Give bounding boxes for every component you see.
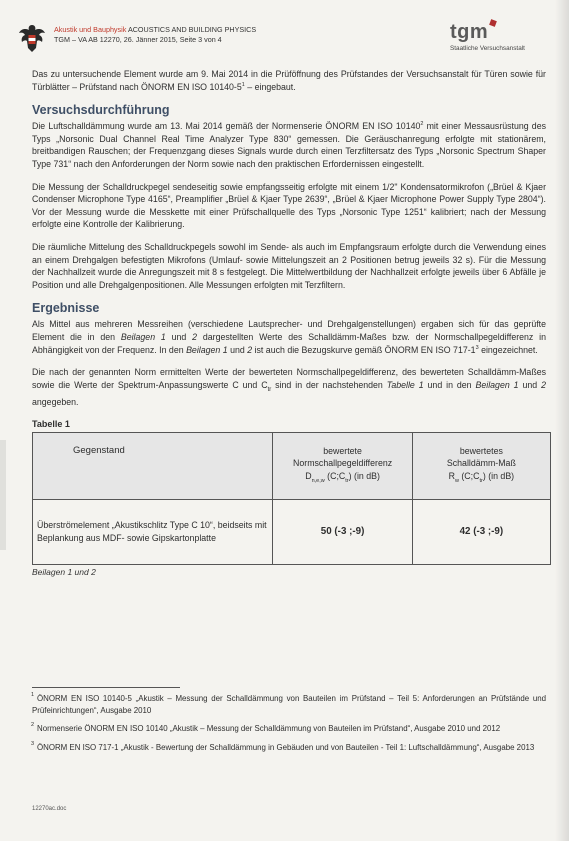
tgm-logo (450, 22, 542, 52)
table-header-dnew (273, 432, 412, 499)
rw-unit-sub: tr (479, 477, 483, 484)
footnote-item (32, 693, 546, 716)
dnew-unit: (C;C (324, 470, 346, 481)
footnote-number: 1 (31, 692, 35, 698)
procedure-paragraph-2: Die Messung der Schalldruckpegel sendeseitig sowie empfangsseitig erfolgte mit einem 1/2" Kondensatormikrofon („Brüel & Kjaer Condenser Microphone Type 4165“, Preamplifier „Brüel & Kjaer Type 2639“, „Brüel & Kjaer Microphone Power Supply Type 2804“). Vor der Messung wurde die Messkette mit einer Prüfschallquelle des Typs „Norsonic Type 1251“ kalibriert; nach der Messung erfolgte eine Kontrolle der Kalibrierung. (32, 181, 546, 230)
results-p2-b: sind in der nachstehenden (271, 379, 387, 390)
footnote-ref-3: 3 (475, 344, 479, 351)
results-p1-b: und (165, 331, 193, 342)
dnew-symbol: D (305, 470, 312, 481)
tgm-logo-subtitle: Staatliche Versuchsanstalt (450, 45, 525, 52)
footnote-number: 3 (31, 740, 35, 747)
header-department: ACOUSTICS AND BUILDING PHYSICS (127, 25, 257, 34)
table-cell-dnew: 50 (-3 ;-9) (273, 499, 412, 564)
table-header-rw (412, 432, 550, 499)
footnote-text: ÖNORM EN ISO 717-1 „Akustik - Bewertung der Schalldämmung in Gebäuden und von Bauteilen - Teil 1: Luftschalldämmung“, Ausgabe 2013 (37, 742, 535, 752)
table-cell-item: Überströmelement „Akustikschlitz Type C 10“, beidseits mit Beplankung aus MDF- sowie Gipskartonplatte (33, 499, 273, 564)
table-header-dnew-line2: Normschallpegeldifferenz (293, 458, 393, 468)
section-heading-procedure: Versuchsdurchführung (32, 103, 170, 118)
results-p2-c: und in den (423, 379, 476, 390)
tgm-logo-word (450, 22, 542, 42)
intro-paragraph (32, 68, 546, 93)
table-header-rw-line2: Schalldämm-Maß (446, 458, 516, 468)
austrian-eagle-icon (18, 22, 46, 54)
table-note: Beilagen 1 und 2 (32, 566, 96, 577)
table-header-row (33, 432, 551, 499)
table-header-rw-symbol (414, 470, 549, 487)
results-p1-ref-1: Beilagen 1 (120, 331, 166, 342)
results-p1-d: und (227, 344, 248, 355)
procedure-p1-text-b: mit einer Messausrüstung des Typs „Norsonic Dual Channel Real Time Analyzer Type 830“ gemessen. Die Geräuschanregung erfolgte mit stationärem, breitbandigen Rauschen; der Frequenzgang dieses Signals wurde durch einen Terzfiltersatz des Typs „Norsonic Spectrum Shaper Type 731“ nach den Anforderungen der Norm sowie nach den praktischen Erfordernissen eingestellt. (32, 121, 546, 169)
rw-symbol: R (448, 470, 455, 481)
table-title: Tabelle 1 (32, 418, 70, 429)
procedure-paragraph-1 (32, 120, 546, 170)
results-p1-ref-2: 2 (192, 331, 198, 342)
footnote-text: Normenserie ÖNORM EN ISO 10140 „Akustik – Messung der Schalldämmung von Bauteilen im Prüfstand“, Ausgabe 2010 und 2012 (37, 724, 501, 733)
results-p1-f: eingezeichnet. (478, 344, 538, 355)
results-p2-a: Die nach der genannten Norm ermittelten Werte der bewerteten Normschallpegeldifferenz, des bewerteten Schalldämm-Maßes sowie die Werte der Spektrum-Anpassungswerte C und C (32, 367, 546, 390)
results-p1-ref-3: Beilagen 1 (186, 344, 228, 355)
results-p1-c: dargestellten Werte des Schalldämm-Maßes bzw. der Normschallpegeldifferenz in Abhängigkeit von der Frequenz. In den (32, 331, 547, 355)
header-reference: TGM – VA AB 12270, 26. Jänner 2015, Seite 3 von 4 (54, 35, 222, 44)
rw-symbol-sub: w (454, 477, 459, 484)
dnew-unit-sub: tr (345, 477, 349, 484)
footnote-item (32, 742, 546, 754)
tgm-logo-text: tgm (450, 21, 489, 43)
page-header (16, 22, 546, 62)
header-text (54, 25, 256, 45)
results-paragraph-1 (32, 318, 546, 356)
table-cell-rw: 42 (-3 ;-9) (412, 499, 550, 564)
table-header-item (33, 432, 273, 499)
footnote-number: 2 (31, 722, 35, 728)
results-p1-e: ist auch die Bezugskurve gemäß ÖNORM EN ISO 717-1 (252, 344, 476, 355)
procedure-p1-text-a: Die Luftschalldämmung wurde am 13. Mai 2014 gemäß der Normenserie ÖNORM EN ISO 10140 (32, 121, 421, 132)
dnew-unit-end: ) (in dB) (348, 470, 380, 481)
header-institute-line (54, 25, 256, 35)
binder-mark (0, 440, 6, 550)
intro-text: Das zu untersuchende Element wurde am 9. Mai 2014 in die Prüföffnung des Prüfstandes der Versuchsanstalt für Türen sowie für Türblätter – Prüfstand nach ÖNORM EN ISO 10140-5 (32, 69, 546, 92)
header-institute: Akustik und Bauphysik (54, 25, 127, 34)
footnote-divider (32, 687, 180, 688)
section-heading-results: Ergebnisse (32, 301, 100, 316)
results-p2-d: und (518, 379, 542, 390)
results-p2-ref-1: Tabelle 1 (386, 379, 424, 390)
results-p2-ref-2: Beilagen 1 (475, 379, 519, 390)
results-paragraph-2 (32, 366, 546, 409)
results-p2-ref-3: 2 (541, 379, 546, 390)
results-p1-ref-4: 2 (247, 344, 253, 355)
rw-unit-end: ) (in dB) (482, 470, 515, 481)
page-edge-shadow (555, 0, 569, 841)
results-p2-e: angegeben. (32, 397, 79, 408)
footnote-ref-2: 2 (420, 121, 424, 128)
footnote-item (32, 723, 546, 735)
results-p1-a: Als Mittel aus mehreren Messreihen (verschiedene Lautsprecher- und Drehgalgenstellungen) ergaben sich für das geprüfte Element die in den (32, 319, 546, 342)
main-content (32, 68, 546, 577)
table-header-item-label: Gegenstand (73, 444, 125, 456)
results-table (32, 432, 551, 565)
tgm-logo-accent-icon (489, 19, 497, 27)
table-header-rw-line1: bewertetes (459, 445, 503, 456)
footnote-ref-1: 1 (241, 81, 245, 88)
footnotes (32, 693, 546, 760)
intro-text-end: – eingebaut. (244, 81, 296, 92)
results-p2-sub: tr (267, 386, 272, 393)
procedure-paragraph-3: Die räumliche Mittelung des Schalldruckpegels sowohl im Sende- als auch im Empfangsraum erfolgte durch die Verwendung eines an einem Drehgalgen befestigten Mikrofons (Umlauf- sowie Mittelungszeit an 2 Positionen betrug jeweils 32 s). Für die Messung der Nachhallzeit wurde die Anregungszeit mit 8 s festgelegt. Die Mittelwertbildung der Nachhallzeit erfolgte jeweils über 6 Abfälle je Position und alle Drehgalgenpositionen. Alle Messungen erfolgten mit Terzfiltern. (32, 241, 546, 290)
footnote-text: ÖNORM EN ISO 10140-5 „Akustik – Messung der Schalldämmung von Bauteilen im Prüfstand – Teil 5: Anforderungen an Prüfstände und Prüfeinrichtungen“, Ausgabe 2010 (32, 694, 546, 715)
rw-unit: (C;C (458, 470, 480, 481)
table-row (33, 499, 551, 564)
document-filename: 12270ac.doc (32, 806, 67, 812)
table-header-dnew-line1: bewertete (323, 445, 362, 456)
dnew-symbol-sub: n,e,w (311, 477, 325, 484)
table-header-dnew-symbol (274, 470, 410, 487)
